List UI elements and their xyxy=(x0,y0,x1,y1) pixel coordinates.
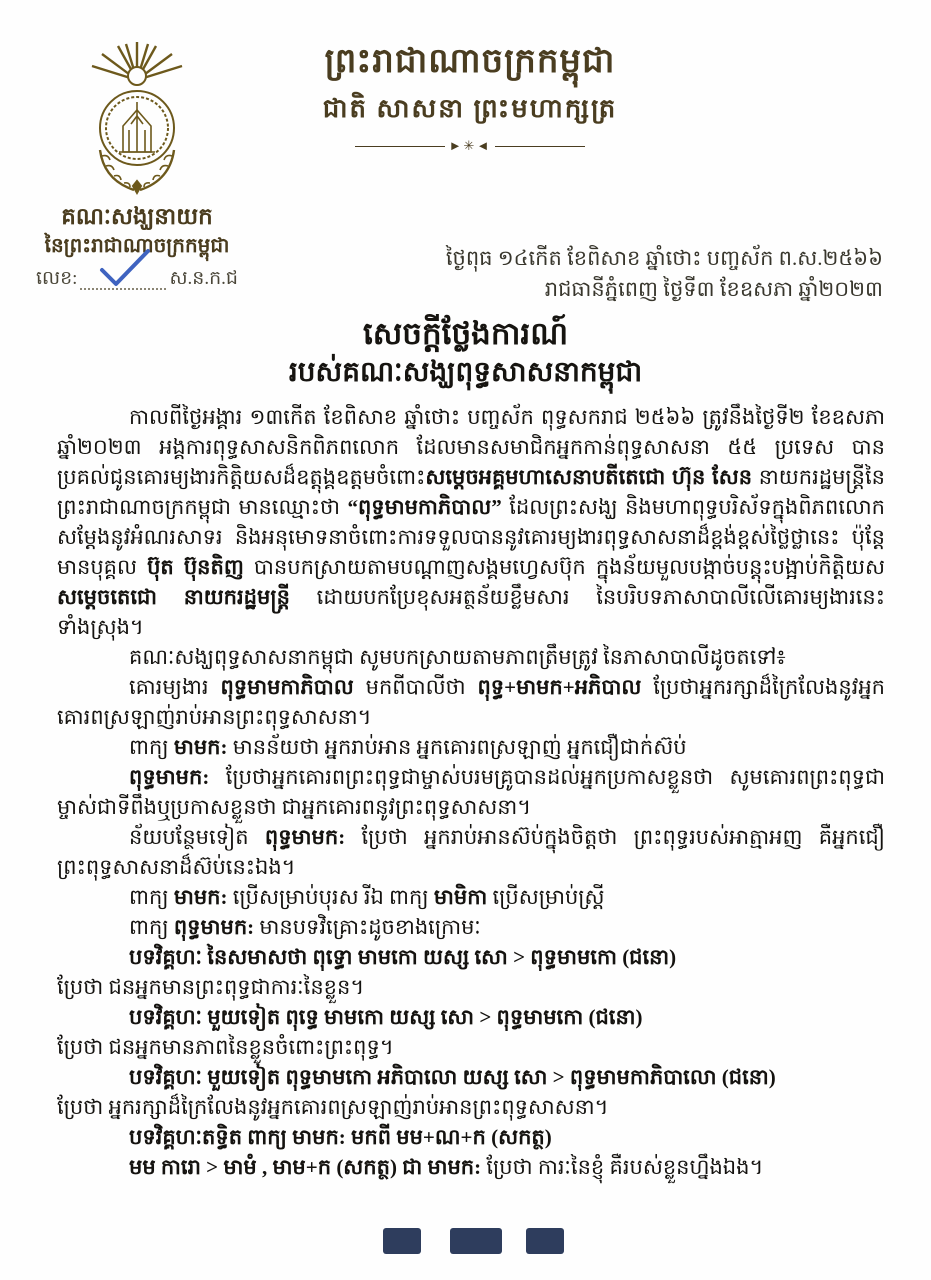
paragraph xyxy=(57,642,885,672)
bold-text-segment: បទវិគ្គហៈ មួយទៀត ពុទ្ធេ មាមកោ យស្ស សោ > ពុទ្ធមាមកោ (ជនោ) xyxy=(129,1005,643,1029)
bold-text-segment: ពុទ្ធមាមក: xyxy=(173,915,255,939)
text-segment: បានបកស្រាយតាមបណ្តាញសង្គមហ្វេសប៊ុក ក្នុងន័យមួលបង្កាច់បន្តុះបង្អាប់កិត្តិយស xyxy=(243,555,885,579)
text-segment: ន័យបន្ថែមទៀត xyxy=(129,825,265,849)
title-line2: របស់គណៈសង្ឃពុទ្ធសាសនាកម្ពុជា xyxy=(288,357,643,388)
text-segment: ប្រែថា អ្នករក្សាដ៏ក្រៃលែងនូវអ្នកគោរពស្រឡាញ់រាប់អានព្រះពុទ្ធសាសនា។ xyxy=(57,1095,609,1119)
paragraph xyxy=(57,672,885,732)
text-segment: ដោយបកប្រែខុសអត្ថន័យខ្លឹមសារ នៃបរិបទភាសាបាលីលើគោរម្យងារនេះទាំងស្រុង។ xyxy=(57,585,885,639)
title-line1: សេចក្តីថ្លែងការណ៍ xyxy=(362,316,569,351)
text-segment: ប្រែថាអ្នកគោរពព្រះពុទ្ធជាម្ចាស់បរមគ្រូបានដល់អ្នកប្រកាសខ្លួនថា សូមគោរពព្រះពុទ្ធជាម្ចាស់ជាទីពឹងឬប្រកាសខ្លួនថា ជាអ្នកគោរពនូវព្រះពុទ្ធសាសនា។ xyxy=(57,765,885,819)
paragraph xyxy=(57,1032,885,1062)
text-segment: ប្រែថាអ្នករក្សាដ៏ក្រៃលែងនូវអ្នកគោរពស្រឡាញ់រាប់អានព្រះពុទ្ធសាសនា។ xyxy=(57,675,885,729)
text-segment: ប្រែថា ជនអ្នកមានព្រះពុទ្ធជាការៈនៃខ្លួន។ xyxy=(57,975,365,999)
text-segment: កាលពីថ្ងៃអង្គារ ១៣កើត ខែពិសាខ ឆ្នាំថោះ បញ្ចស័ក ពុទ្ធសករាជ ២៥៦៦ ត្រូវនឹងថ្ងៃទី២ ខែឧសភា ឆ្នាំ២០២៣ អង្គការពុទ្ធសាសនិកពិភពលោក ដែលមានសមាជិកអ្នកកាន់ពុទ្ធសាសនា ៥៥ ប្រទេស បានប្រគល់ជូនគោរម្យងារកិត្តិយសដ៏ឧត្តុង្គឧត្តមចំពោះ xyxy=(57,405,885,489)
lunar-date-line: ថ្ងៃពុធ ១៤កើត ខែពិសាខ ឆ្នាំថោះ បញ្ចស័ក ព.ស.២៥៦៦ xyxy=(445,246,883,270)
paragraph xyxy=(57,1002,885,1032)
number-label: លេខ: xyxy=(36,268,78,289)
paragraph xyxy=(57,732,885,762)
paragraph xyxy=(57,1062,885,1092)
text-segment: ប្រើសម្រាប់ស្ត្រី xyxy=(487,885,605,909)
text-segment: គណៈសង្ឃពុទ្ធសាសនាកម្ពុជា សូមបកស្រាយតាមភាពត្រឹមត្រូវ នៃភាសាបាលីដូចតទៅ៖ xyxy=(129,645,786,669)
bold-text-segment: បទវិគ្គហៈ នៃសមាសថា ពុទ្ធោ មាមកោ យស្ស សោ > ពុទ្ធមាមកោ (ជនោ) xyxy=(129,945,677,969)
national-motto: ជាតិ សាសនា ព្រះមហាក្សត្រ xyxy=(322,94,618,123)
divider-line-right xyxy=(495,146,585,147)
text-segment: ប្រែថា ជនអ្នកមានភាពនៃខ្លួនចំពោះព្រះពុទ្ធ។ xyxy=(57,1035,394,1059)
bold-text-segment: មាមក: xyxy=(173,735,228,759)
sangha-emblem-icon xyxy=(74,40,200,198)
text-segment: ពាក្យ xyxy=(129,915,174,939)
scan-artifact-block xyxy=(450,1228,502,1254)
document-number-line xyxy=(34,266,240,294)
bold-text-segment: ពុទ្ធមាមក: xyxy=(129,765,210,789)
bold-text-segment: បទវិគ្គហៈតទ្ធិត ពាក្យ មាមក: មកពី មម+ណ+ក (សកត្ថ) xyxy=(129,1125,552,1149)
issuing-authority-block xyxy=(34,40,240,294)
paragraph xyxy=(57,942,885,972)
divider-line-left xyxy=(355,146,445,147)
paragraph xyxy=(57,912,885,942)
bold-text-segment: ពុទ្ធ+មាមក+អភិបាល xyxy=(477,675,642,699)
paragraph xyxy=(57,972,885,1002)
paragraph xyxy=(57,1152,885,1182)
scan-artifact-block xyxy=(526,1228,564,1254)
text-segment: មកពីបាលីថា xyxy=(353,675,478,699)
text-segment: មានន័យថា អ្នករាប់អាន អ្នកគោរពស្រឡាញ់ អ្នកជឿជាក់ស៊ប់ xyxy=(227,735,687,759)
document-body xyxy=(57,402,885,1182)
header-divider-ornament xyxy=(355,138,585,154)
paragraph xyxy=(57,1122,885,1152)
text-segment: ពាក្យ xyxy=(129,735,174,759)
document-title xyxy=(0,314,931,392)
bold-text-segment: មាមិកា xyxy=(433,885,488,909)
paragraph xyxy=(57,762,885,822)
kingdom-title: ព្រះរាជាណាចក្រកម្ពុជា xyxy=(324,43,616,80)
paragraph xyxy=(57,882,885,912)
paragraph xyxy=(57,1092,885,1122)
scan-artifact-block xyxy=(383,1228,421,1254)
text-segment: មានបទវិគ្រោះដូចខាងក្រោមៈ xyxy=(254,915,481,939)
text-segment: ប្រើសម្រាប់បុរស រីឯ ពាក្យ xyxy=(227,885,434,909)
org-name-line2: នៃព្រះរាជាណាចក្រកម្ពុជា xyxy=(44,235,230,257)
bold-text-segment: ពុទ្ធមាមកាភិបាល xyxy=(220,675,354,699)
text-segment: ដែលព្រះសង្ឃ និងមហាពុទ្ធបរិស័ទក្នុងពិភពលោកសម្តែងនូវអំណរសាទរ និងអនុមោទនាចំពោះការទទួលបាននូវគោរម្យងារពុទ្ធសាសនាដ៏ខ្ពង់ខ្ពស់ថ្លៃថ្លានេះ ប៉ុន្តែមានបុគ្គល xyxy=(57,495,885,579)
number-code: ស.ន.ក.ជ xyxy=(169,268,238,289)
bold-text-segment: “ពុទ្ធមាមកាភិបាល” xyxy=(347,495,502,519)
paragraph xyxy=(57,822,885,882)
bold-text-segment: ប៊ុត ប៊ុនតិញ xyxy=(147,555,244,579)
bold-text-segment: មម ការោ > មាមំ , មាម+ក (សកត្ថ) ជា មាមក: xyxy=(129,1155,482,1179)
paragraph xyxy=(57,402,885,642)
civil-date-line: រាជធានីភ្នំពេញ ថ្ងៃទី៣ ខែឧសភា ឆ្នាំ២០២៣ xyxy=(544,277,883,301)
text-segment: នាយករដ្ឋមន្ត្រីនៃព្រះរាជាណាចក្រកម្ពុជា មានឈ្មោះថា xyxy=(57,465,885,519)
text-segment: ប្រែថា អ្នករាប់អានស៊ប់ក្នុងចិត្តថា ព្រះពុទ្ធរបស់អាត្មាអញ គឺអ្នកជឿព្រះពុទ្ធសាសនាដ៏ស៊ប់នេះឯង។ xyxy=(57,825,885,879)
bold-text-segment: មាមក: xyxy=(173,885,228,909)
org-name-line1: គណៈសង្ឃនាយក xyxy=(61,204,213,229)
checkmark-icon xyxy=(96,248,154,288)
text-segment: ពាក្យ xyxy=(129,885,174,909)
bold-text-segment: ពុទ្ធមាមក: xyxy=(264,825,346,849)
bold-text-segment: សម្តេចអគ្គមហាសេនាបតីតេជោ ហ៊ុន សែន xyxy=(425,465,753,489)
divider-ornament-glyph: ►✳◄ xyxy=(448,138,492,153)
text-segment: គោរម្យងារ xyxy=(129,675,221,699)
dateline-block xyxy=(283,243,883,305)
bold-text-segment: បទវិគ្គហៈ មួយទៀត ពុទ្ធមាមកោ អភិបាលោ យស្ស សោ > ពុទ្ធមាមកាភិបាលោ (ជនោ) xyxy=(129,1065,776,1089)
text-segment: ប្រែថា ការៈនៃខ្ញុំ គឺរបស់ខ្លួនហ្នឹងឯង។ xyxy=(481,1155,764,1179)
bold-text-segment: សម្តេចតេជោ នាយករដ្ឋមន្ត្រី xyxy=(57,585,290,609)
